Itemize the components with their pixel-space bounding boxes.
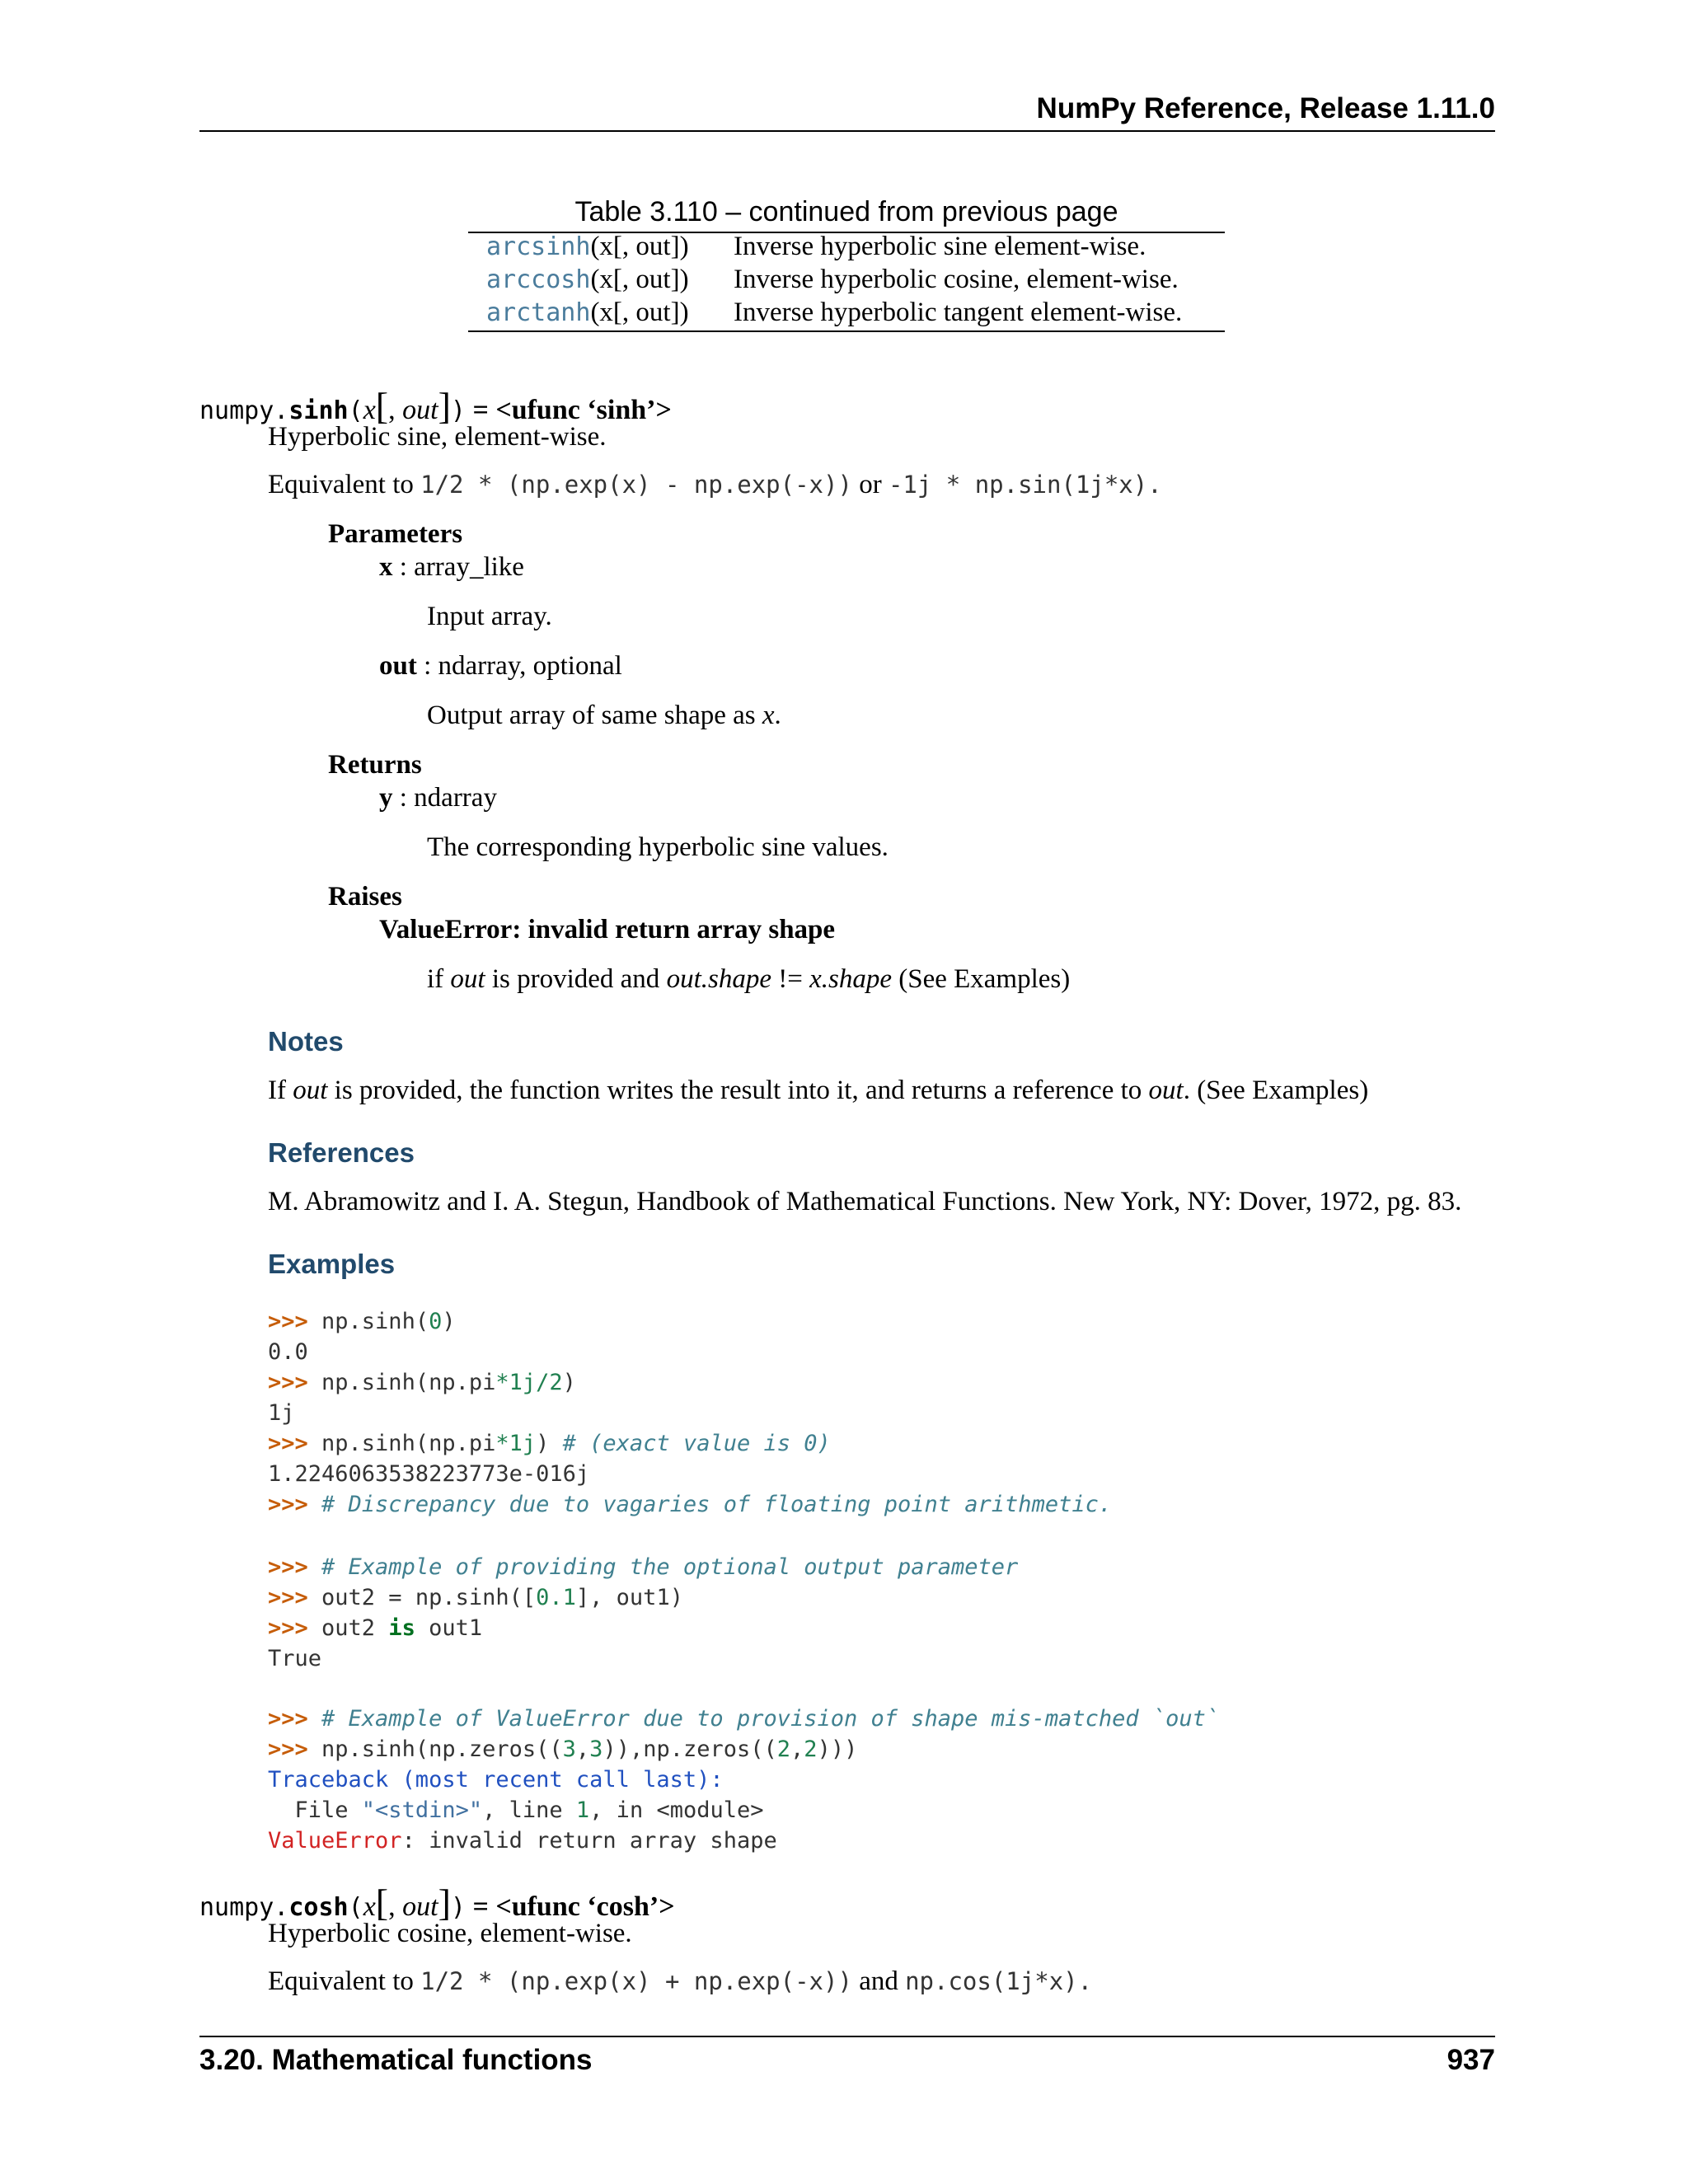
code-line: >>> out2 is out1: [268, 1615, 483, 1641]
arccosh-link[interactable]: arccosh: [486, 265, 591, 294]
param-out: out : ndarray, optional: [379, 651, 622, 681]
examples-heading: Examples: [268, 1249, 396, 1279]
notes-heading: Notes: [268, 1026, 344, 1057]
code-line: >>> np.sinh(np.zeros((3,3)),np.zeros((2,2))): [268, 1736, 858, 1762]
table-row-desc: Inverse hyperbolic sine element-wise.: [734, 232, 1146, 261]
running-header-title: NumPy Reference, Release 1.11.0: [1036, 92, 1495, 124]
table-row-args: (x[, out]): [590, 232, 689, 261]
code-line: >>> np.sinh(np.pi*1j) # (exact value is 0): [268, 1431, 831, 1456]
raises-valueerror: ValueError: invalid return array shape: [379, 915, 836, 944]
table-bottom-rule: [468, 330, 1225, 332]
table-row: [468, 232, 1225, 265]
code-line: >>> # Example of providing the optional output parameter: [268, 1554, 1019, 1580]
table-caption: Table 3.110 – continued from previous page: [574, 196, 1118, 227]
cosh-signature: numpy.cosh(x[, out]) = <ufunc ‘cosh’>: [199, 1882, 675, 1924]
code-line: File "<stdin>", line 1, in <module>: [268, 1797, 764, 1823]
code-line: True: [268, 1646, 322, 1671]
parameters-heading: Parameters: [328, 519, 463, 549]
code-line: Traceback (most recent call last):: [268, 1767, 724, 1793]
arcsinh-link[interactable]: arcsinh: [486, 232, 591, 261]
table-row-args: (x[, out]): [590, 298, 689, 327]
table-row: [468, 298, 1225, 330]
code-line: >>> out2 = np.sinh([0.1], out1): [268, 1585, 683, 1610]
sinh-signature: numpy.sinh(x[, out]) = <ufunc ‘sinh’>: [199, 385, 672, 427]
code-line: 1.2246063538223773e-016j: [268, 1461, 590, 1487]
references-heading: References: [268, 1137, 415, 1168]
param-out-desc: Output array of same shape as x.: [427, 701, 781, 730]
code-line: >>> np.sinh(0): [268, 1309, 456, 1334]
table-row: [468, 265, 1225, 298]
footer-section-title: 3.20. Mathematical functions: [199, 2044, 593, 2076]
code-line: 1j: [268, 1400, 295, 1426]
returns-heading: Returns: [328, 750, 422, 780]
raises-desc: if out is provided and out.shape != x.shape (See Examples): [427, 964, 1071, 994]
table-row-desc: Inverse hyperbolic cosine, element-wise.: [734, 265, 1179, 294]
code-line: ValueError: invalid return array shape: [268, 1828, 777, 1854]
code-line: >>> np.sinh(np.pi*1j/2): [268, 1370, 576, 1395]
sinh-equivalent: Equivalent to 1/2 * (np.exp(x) - np.exp(-x)) or -1j * np.sin(1j*x).: [268, 470, 1162, 499]
sinh-summary: Hyperbolic sine, element-wise.: [268, 422, 607, 452]
cosh-summary: Hyperbolic cosine, element-wise.: [268, 1919, 632, 1948]
return-y-desc: The corresponding hyperbolic sine values.: [427, 832, 889, 862]
arctanh-link[interactable]: arctanh: [486, 298, 591, 327]
table-row-desc: Inverse hyperbolic tangent element-wise.: [734, 298, 1183, 327]
page-number: 937: [1447, 2044, 1495, 2076]
table-row-args: (x[, out]): [590, 265, 689, 294]
code-line: 0.0: [268, 1339, 308, 1365]
return-y: y : ndarray: [379, 783, 497, 813]
cosh-equivalent: Equivalent to 1/2 * (np.exp(x) + np.exp(-x)) and np.cos(1j*x).: [268, 1966, 1093, 1996]
notes-text: If out is provided, the function writes the result into it, and returns a reference to out. (See Examples): [268, 1076, 1369, 1105]
raises-heading: Raises: [328, 882, 402, 912]
header-rule: [199, 130, 1495, 132]
code-line: >>> # Example of ValueError due to provision of shape mis-matched `out`: [268, 1706, 1220, 1732]
code-line: >>> # Discrepancy due to vagaries of floating point arithmetic.: [268, 1492, 1113, 1517]
references-text: M. Abramowitz and I. A. Stegun, Handbook of Mathematical Functions. New York, NY: Dover, 1972, pg. 83.: [268, 1187, 1462, 1216]
param-x-desc: Input array.: [427, 602, 552, 631]
param-x: x : array_like: [379, 552, 524, 582]
footer-rule: [199, 2036, 1495, 2037]
